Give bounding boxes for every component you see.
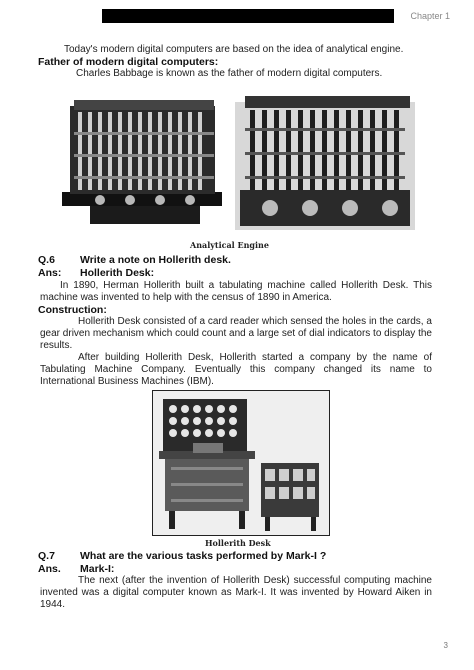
intro-line: Today's modern digital computers are based on the idea of analytical engine. [64, 44, 404, 55]
q7-question: What are the various tasks performed by Mark-I ? [80, 550, 327, 562]
hollerith-desk-image [153, 391, 329, 535]
analytical-engine-image [60, 82, 420, 240]
q7-paragraph: The next (after the invention of Hollerith Desk) successful computing machine invented was a digital computer known as Mark-I. It was invented by Howard Aiken in 1944. [40, 575, 432, 610]
q7-ans-title: Mark-I: [80, 563, 115, 575]
hollerith-desk-figure [152, 390, 330, 536]
q6-ans-label: Ans: [38, 267, 62, 279]
q6-paragraph-2: Hollerith Desk consisted of a card reader which sensed the holes in the cards, a gear driven mechanism which could count and a large set of dial indicators to display the results. [40, 316, 432, 351]
q6-ans-title: Hollerith Desk: [80, 267, 155, 279]
hollerith-desk-caption: Hollerith Desk [205, 538, 271, 548]
q7-number: Q.7 [38, 550, 55, 562]
q6-number: Q.6 [38, 254, 55, 266]
father-text: Charles Babbage is known as the father of modern digital computers. [76, 68, 383, 79]
analytical-engine-right-photo [235, 96, 415, 230]
q6-paragraph-3: After building Hollerith Desk, Hollerith started a company by the name of Tabulating Machine Company. Eventually this company changed its name to International Business Machines (IBM). [40, 352, 432, 387]
chapter-label: Chapter 1 [410, 11, 450, 21]
q6-paragraph-1: In 1890, Herman Hollerith built a tabulating machine called Hollerith Desk. This machine was invented to help with the census of 1890 in America. [40, 280, 432, 303]
analytical-engine-figure [60, 82, 420, 240]
analytical-engine-caption: Analytical Engine [190, 240, 269, 250]
redaction-bar [102, 9, 394, 23]
construction-heading: Construction: [38, 304, 107, 316]
father-heading: Father of modern digital computers: [38, 56, 219, 68]
analytical-engine-left-photo [62, 100, 222, 224]
page-number: 3 [443, 641, 448, 650]
q7-ans-label: Ans. [38, 563, 61, 575]
q6-question: Write a note on Hollerith desk. [80, 254, 231, 266]
